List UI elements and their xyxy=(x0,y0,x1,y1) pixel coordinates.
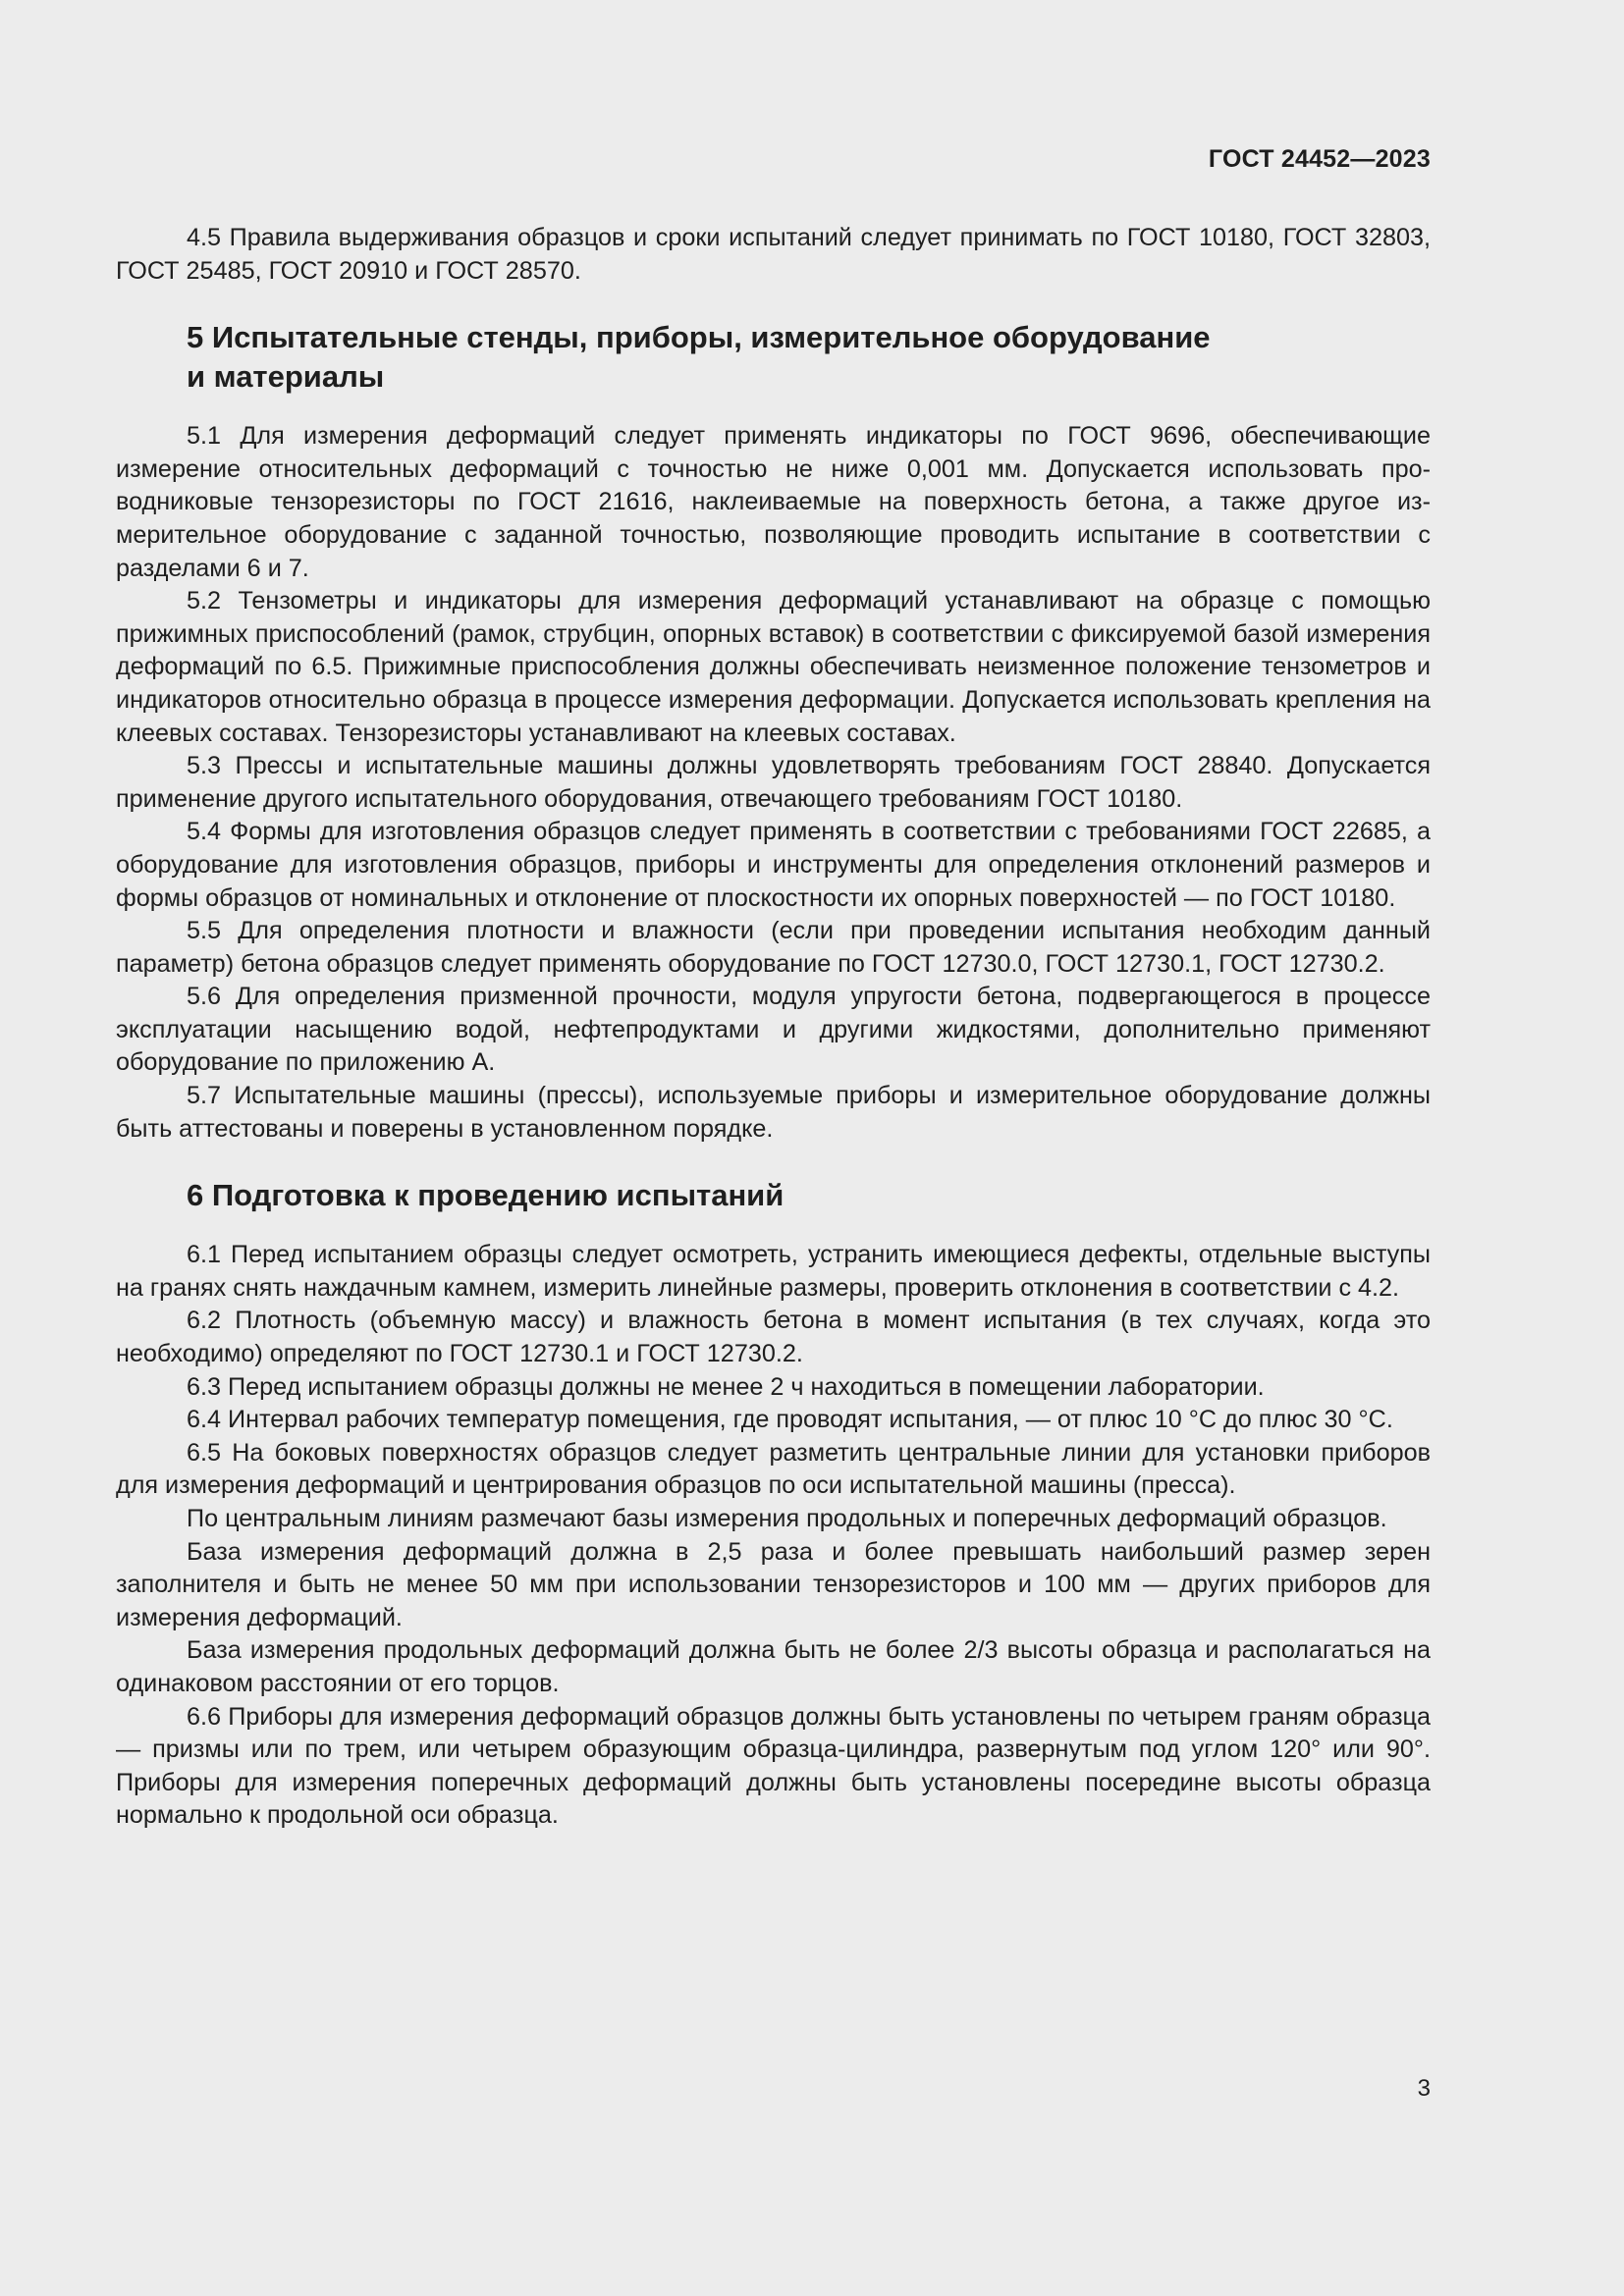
paragraph-5-4: 5.4 Формы для изготовления образцов следует применять в соответствии с требованиями ГОСТ 22685, а оборудование для изготовления образцов, приборы и инструменты для определения отклонений размеров и формы образцов от номинальных и отклонение от плоскостности их опорных поверхностей — по ГОСТ 10180. xyxy=(116,818,1431,912)
paragraph-6-2: 6.2 Плотность (объемную массу) и влажность бетона в момент испытания (в тех случаях, когда это необходимо) определяют по ГОСТ 12730.1 и ГОСТ 12730.2. xyxy=(116,1307,1431,1368)
section-6-heading: 6 Подготовка к проведению испытаний xyxy=(187,1178,785,1213)
spacer xyxy=(116,288,1431,318)
paragraph-6-5-base-size: База измерения деформаций должна в 2,5 раза и более превышать наибольший размер зерен заполнителя и быть не менее 50 мм при использовании тензорезисторов и 100 мм — других приборов для измерения деформаций. xyxy=(116,1537,1431,1631)
paragraph-6-5: 6.5 На боковых поверхностях образцов следует разметить центральные линии для установки приборов для измерения деформаций и центрирования образцов по оси испытательной машины (пресса). xyxy=(116,1438,1431,1500)
paragraph-5-3: 5.3 Прессы и испытательные машины должны удовлетворять требованиям ГОСТ 28840. Допускается применение другого испытательного оборудования, отвечающего требованиям ГОСТ 10180. xyxy=(116,752,1431,813)
section-5-title-line2: и материалы xyxy=(187,359,385,395)
section-5-heading xyxy=(116,318,1431,397)
paragraph-5-2: 5.2 Тензометры и индикаторы для измерения деформаций устанавливают на образце с помощью прижимных приспособлений (рамок, струбцин, опорных вставок) в соответствии с фиксируемой базой измерения деформаций по 6.5. Прижимные приспособления должны обеспечивать неизменное положение тензометров и индикаторов относительно образца в процессе измерения деформации. Допускается использовать крепления на клеевых составах. Тензорезисторы устанавливают на клеевых составах. xyxy=(116,587,1431,747)
paragraph-6-6: 6.6 Приборы для измерения деформаций образцов должны быть установлены по четырем граням образца — призмы или по трем, или четырем образующим образца-цилиндра, развернутым под углом 120° или 90°. Приборы для измерения поперечных деформаций должны быть установлены посередине высоты образца нормально к продольной оси образца. xyxy=(116,1702,1431,1830)
paragraph-6-5-centerlines: По центральным линиям размечают базы измерения продольных и поперечных деформаций образцов. xyxy=(187,1505,1387,1532)
paragraph-6-1: 6.1 Перед испытанием образцы следует осмотреть, устранить имеющиеся дефекты, отдельные выступы на гранях снять наждачным камнем, измерить линейные размеры, проверить отклонения в соответствии с 4.2. xyxy=(116,1241,1431,1302)
paragraph-4-5: 4.5 Правила выдерживания образцов и сроки испытаний следует принимать по ГОСТ 10180, ГОСТ 32803, ГОСТ 25485, ГОСТ 20910 и ГОСТ 28570. xyxy=(116,224,1431,285)
paragraph-5-6: 5.6 Для определения призменной прочности, модуля упругости бетона, подвергающегося в процессе эксплуатации насыщению водой, нефтепродуктами и другими жидкостями, дополнительно применяют оборудование по приложению А. xyxy=(116,983,1431,1077)
paragraph-6-4: 6.4 Интервал рабочих температур помещения, где проводят испытания, — от плюс 10 °С до плюс 30 °С. xyxy=(187,1406,1393,1434)
paragraph-5-1: 5.1 Для измерения деформаций следует применять индикаторы по ГОСТ 9696, обеспечивающие измерение относительных деформаций с точностью не ниже 0,001 мм. Допускается использовать проводниковые тензорезисторы по ГОСТ 21616, наклеиваемые на поверхность бетона, а также другое измерительное оборудование с заданной точностью, позволяющие проводить испытание в соответствии с разделами 6 и 7. xyxy=(116,422,1431,582)
paragraph-6-5-base-longitudinal: База измерения продольных деформаций должна быть не более 2/3 высоты образца и располагаться на одинаковом расстоянии от его торцов. xyxy=(116,1636,1431,1697)
paragraph-5-5: 5.5 Для определения плотности и влажности (если при проведении испытания необходим данный параметр) бетона образцов следует применять оборудование по ГОСТ 12730.0, ГОСТ 12730.1, ГОСТ 12730.2. xyxy=(116,917,1431,978)
document-id-header: ГОСТ 24452—2023 xyxy=(1208,145,1431,173)
page-content xyxy=(116,222,1431,1833)
page-number: 3 xyxy=(1417,2075,1431,2102)
spacer xyxy=(116,1215,1431,1239)
section-5-title-line1: 5 Испытательные стенды, приборы, измерительное оборудование xyxy=(187,320,1211,355)
spacer xyxy=(116,397,1431,420)
paragraph-5-7: 5.7 Испытательные машины (прессы), используемые приборы и измерительное оборудование должны быть аттестованы и поверены в установленном порядке. xyxy=(116,1082,1431,1143)
paragraph-6-3: 6.3 Перед испытанием образцы должны не менее 2 ч находиться в помещении лаборатории. xyxy=(187,1372,1265,1401)
spacer xyxy=(116,1146,1431,1176)
